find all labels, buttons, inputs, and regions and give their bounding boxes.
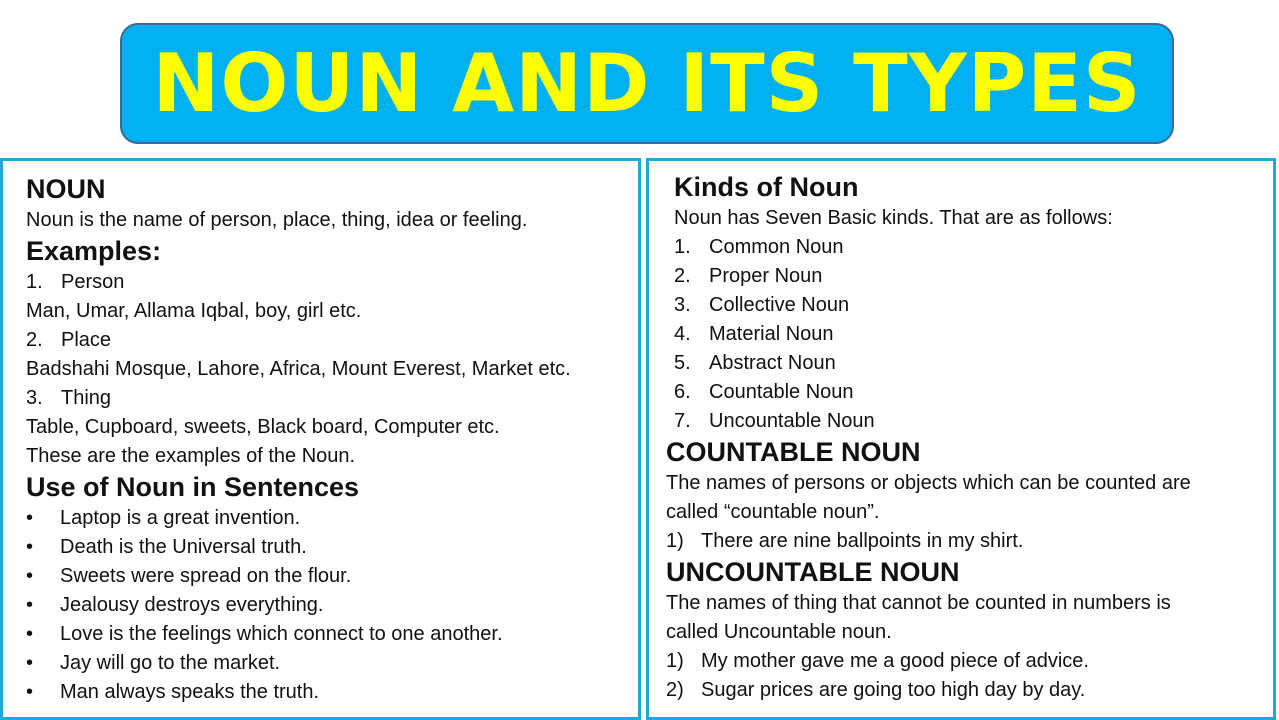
- example-label: 3. Thing: [26, 387, 112, 409]
- countable-heading: COUNTABLE NOUN: [666, 437, 921, 467]
- list-item: • Jay will go to the market.: [26, 649, 638, 678]
- list-item: 7. Uncountable Noun: [674, 410, 875, 432]
- bullet-icon: •: [26, 652, 34, 674]
- examples-footer: These are the examples of the Noun.: [26, 445, 356, 467]
- noun-definition: Noun is the name of person, place, thing, idea or feeling.: [26, 209, 528, 231]
- example-detail: Table, Cupboard, sweets, Black board, Computer etc.: [26, 416, 500, 438]
- countable-text: called “countable noun”.: [666, 501, 880, 523]
- bullet-icon: •: [26, 536, 34, 558]
- left-panel: [0, 158, 641, 720]
- kinds-heading: Kinds of Noun: [674, 172, 859, 202]
- list-item: • Love is the feelings which connect to one another.: [26, 620, 638, 649]
- bullet-icon: •: [26, 565, 34, 587]
- uncountable-text: called Uncountable noun.: [666, 621, 892, 643]
- example-detail: Badshahi Mosque, Lahore, Africa, Mount Everest, Market etc.: [26, 358, 571, 380]
- bullet-icon: •: [26, 681, 34, 703]
- list-item: 1. Common Noun: [674, 236, 844, 258]
- uncountable-heading: UNCOUNTABLE NOUN: [666, 557, 960, 587]
- list-item: • Jealousy destroys everything.: [26, 591, 638, 620]
- uncountable-text: The names of thing that cannot be counted in numbers is: [666, 592, 1171, 614]
- list-item: 2. Proper Noun: [674, 265, 823, 287]
- bullet-icon: •: [26, 623, 34, 645]
- kinds-intro: Noun has Seven Basic kinds. That are as follows:: [674, 207, 1113, 229]
- right-panel: [646, 158, 1276, 720]
- title-banner: [120, 23, 1174, 144]
- list-item: 1) There are nine ballpoints in my shirt.: [666, 530, 1024, 552]
- list-item: 2) Sugar prices are going too high day by day.: [666, 679, 1086, 701]
- list-item: • Man always speaks the truth.: [26, 678, 638, 707]
- sentences-heading: Use of Noun in Sentences: [26, 472, 360, 502]
- list-item: 3. Collective Noun: [674, 294, 850, 316]
- noun-heading: NOUN: [26, 174, 106, 204]
- example-label: 1. Person: [26, 271, 125, 293]
- examples-heading: Examples:: [26, 236, 162, 266]
- countable-text: The names of persons or objects which can be counted are: [666, 472, 1191, 494]
- list-item: 5. Abstract Noun: [674, 352, 836, 374]
- list-item: 4. Material Noun: [674, 323, 834, 345]
- kinds-list: [674, 233, 1273, 436]
- example-detail: Man, Umar, Allama Iqbal, boy, girl etc.: [26, 300, 362, 322]
- page-title: NOUN AND ITS TYPES: [152, 36, 1142, 130]
- list-item: 6. Countable Noun: [674, 381, 854, 403]
- list-item: • Death is the Universal truth.: [26, 533, 638, 562]
- sentences-list: [26, 504, 638, 707]
- list-item: • Sweets were spread on the flour.: [26, 562, 638, 591]
- bullet-icon: •: [26, 507, 34, 529]
- list-item: 1) My mother gave me a good piece of advice.: [666, 650, 1089, 672]
- bullet-icon: •: [26, 594, 34, 616]
- list-item: • Laptop is a great invention.: [26, 504, 638, 533]
- example-label: 2. Place: [26, 329, 112, 351]
